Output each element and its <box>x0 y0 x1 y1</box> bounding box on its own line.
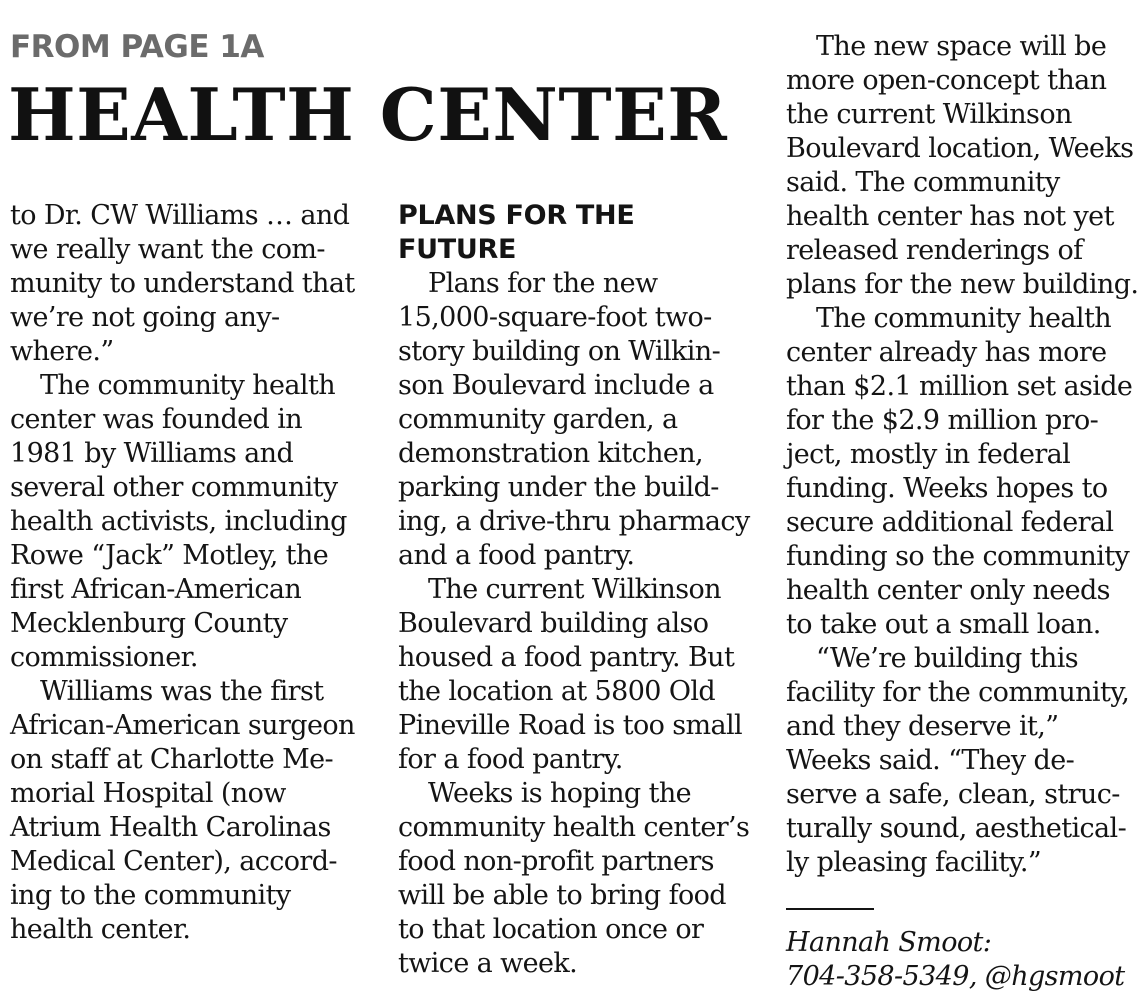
byline-contact: 704-358-5349, @hgsmoot <box>786 961 1125 992</box>
body-line: the current Wilkinson <box>786 99 1072 130</box>
body-line: center was founded in <box>10 404 303 435</box>
body-line: African-American surgeon <box>10 710 355 741</box>
body-line: The new space will be <box>816 31 1107 62</box>
body-line: morial Hospital (now <box>10 778 286 809</box>
body-line: housed a food pantry. But <box>398 642 735 673</box>
body-line: several other community <box>10 472 338 503</box>
body-line: plans for the new building. <box>786 269 1139 300</box>
body-line: The current Wilkinson <box>428 574 721 605</box>
body-line: to that location once or <box>398 914 704 945</box>
kicker-label: FROM PAGE 1A <box>10 29 264 65</box>
body-line: ing, a drive-thru pharmacy <box>398 506 750 537</box>
body-line: more open-concept than <box>786 65 1107 96</box>
body-line: turally sound, aesthetical- <box>786 813 1127 844</box>
body-line: and they deserve it,” <box>786 711 1059 742</box>
body-line: secure additional federal <box>786 507 1114 538</box>
body-line: health center only needs <box>786 575 1110 606</box>
section-subhead: PLANS FOR THE <box>398 200 635 231</box>
body-line: Boulevard building also <box>398 608 709 639</box>
body-line: center already has more <box>786 337 1107 368</box>
section-subhead: FUTURE <box>398 234 517 265</box>
body-line: for a food pantry. <box>398 744 623 775</box>
body-line: health center has not yet <box>786 201 1114 232</box>
body-line: demonstration kitchen, <box>398 438 704 469</box>
body-line: Medical Center), accord- <box>10 846 337 877</box>
body-line: funding so the community <box>786 541 1130 572</box>
body-line: ject, mostly in federal <box>786 439 1071 470</box>
article-column-1 <box>10 199 382 947</box>
body-line: to take out a small loan. <box>786 609 1101 640</box>
body-line: The community health <box>40 370 335 401</box>
body-line: story building on Wilkin- <box>398 336 721 367</box>
body-line: first African-American <box>10 574 302 605</box>
headline: HEALTH CENTER <box>8 73 728 157</box>
body-line: twice a week. <box>398 948 578 979</box>
body-line: we’re not going any- <box>10 302 280 333</box>
body-line: where.” <box>10 336 114 367</box>
body-line: “We’re building this <box>816 643 1078 674</box>
body-line: health center. <box>10 914 191 945</box>
body-line: community health center’s <box>398 812 750 843</box>
byline-name: Hannah Smoot: <box>786 927 992 958</box>
body-line: son Boulevard include a <box>398 370 714 401</box>
body-line: community garden, a <box>398 404 678 435</box>
body-line: commissioner. <box>10 642 198 673</box>
body-line: The community health <box>816 303 1111 334</box>
body-line: ly pleasing facility.” <box>786 847 1042 878</box>
body-line: Rowe “Jack” Motley, the <box>10 540 329 571</box>
body-line: will be able to bring food <box>398 880 726 911</box>
body-line: 1981 by Williams and <box>10 438 294 469</box>
body-line: the location at 5800 Old <box>398 676 716 707</box>
body-line: Plans for the new <box>428 268 658 299</box>
body-line: food non-profit partners <box>398 846 714 877</box>
body-line: said. The community <box>786 167 1060 198</box>
body-line: Atrium Health Carolinas <box>10 812 331 843</box>
body-line: to Dr. CW Williams … and <box>10 200 350 231</box>
body-line: serve a safe, clean, struc- <box>786 779 1120 810</box>
body-line: Weeks said. “They de- <box>786 745 1075 776</box>
body-line: released renderings of <box>786 235 1083 266</box>
body-line: parking under the build- <box>398 472 719 503</box>
body-line: Weeks is hoping the <box>428 778 692 809</box>
body-line: we really want the com- <box>10 234 325 265</box>
article-column-2 <box>398 199 770 981</box>
body-line: Pineville Road is too small <box>398 710 743 741</box>
body-line: munity to understand that <box>10 268 355 299</box>
body-line: facility for the community, <box>786 677 1130 708</box>
body-line: Boulevard location, Weeks <box>786 133 1134 164</box>
body-line: ing to the community <box>10 880 291 911</box>
body-line: Mecklenburg County <box>10 608 288 639</box>
body-line: health activists, including <box>10 506 347 537</box>
article-column-3 <box>786 30 1146 994</box>
body-line: for the $2.9 million pro- <box>786 405 1099 436</box>
body-line: Williams was the first <box>40 676 324 707</box>
body-line: on staff at Charlotte Me- <box>10 744 334 775</box>
body-line: 15,000-square-foot two- <box>398 302 712 333</box>
body-line: funding. Weeks hopes to <box>786 473 1108 504</box>
body-line: and a food pantry. <box>398 540 635 571</box>
body-line: than $2.1 million set aside <box>786 371 1133 402</box>
byline-rule <box>786 908 874 910</box>
